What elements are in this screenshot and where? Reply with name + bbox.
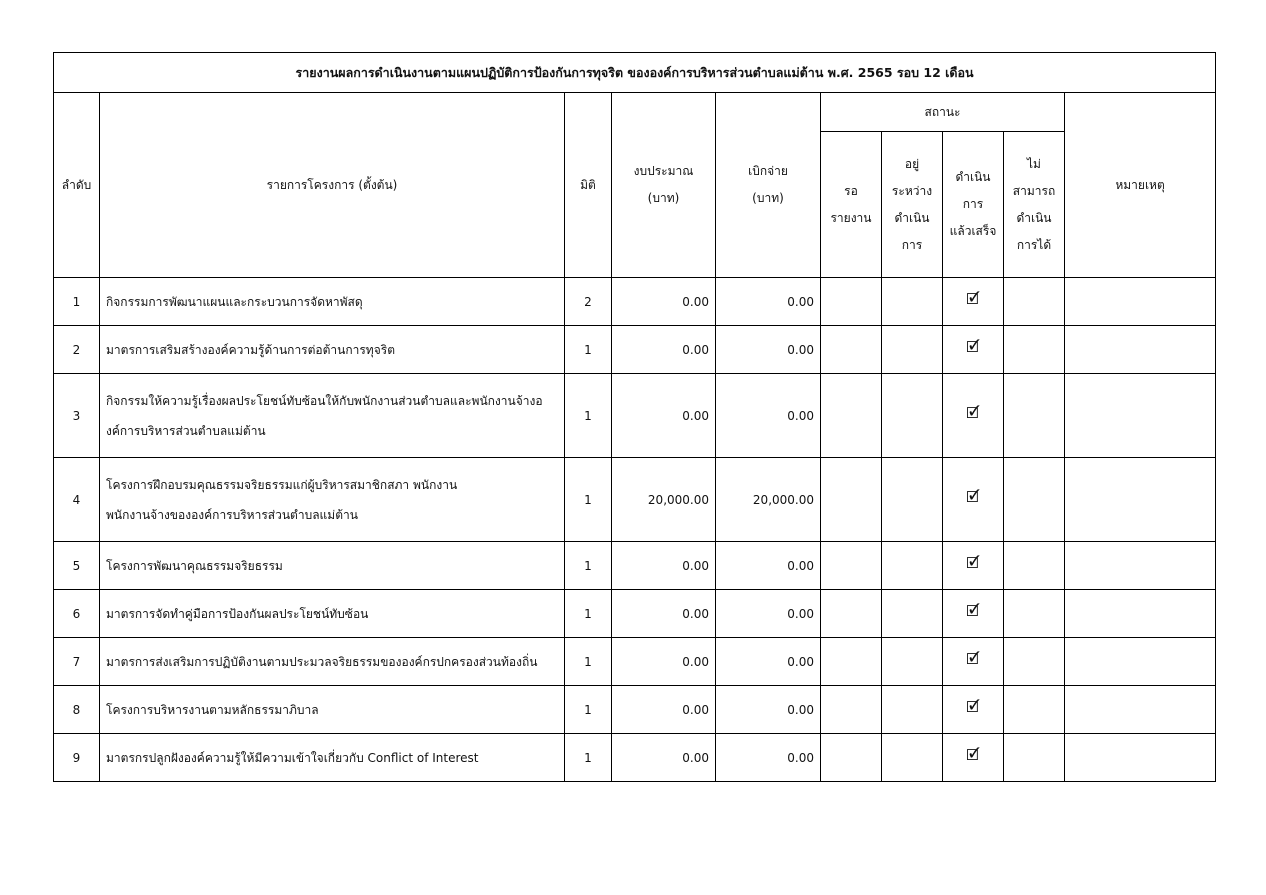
row-remark bbox=[1065, 278, 1216, 326]
check-square-icon: 🗹 bbox=[966, 698, 980, 716]
row-dimension: 1 bbox=[565, 542, 612, 590]
row-status-unable bbox=[1004, 278, 1065, 326]
row-project-line1: มาตรการเสริมสร้างองค์ความรู้ด้านการต่อต้านการทุจริต bbox=[106, 342, 395, 357]
row-spent: 0.00 bbox=[716, 686, 821, 734]
row-status-done bbox=[943, 638, 1004, 686]
header-status-unable-line3: ดำเนิน bbox=[1016, 210, 1052, 225]
row-dimension: 2 bbox=[565, 278, 612, 326]
row-status-inprogress bbox=[882, 326, 943, 374]
row-dimension: 1 bbox=[565, 734, 612, 782]
row-status-inprogress bbox=[882, 590, 943, 638]
row-dimension: 1 bbox=[565, 374, 612, 458]
header-status-inprogress-line1: อยู่ bbox=[904, 156, 920, 171]
row-status-waiting bbox=[821, 542, 882, 590]
header-status-done-line3: แล้วเสร็จ bbox=[949, 224, 997, 238]
row-budget: 0.00 bbox=[612, 686, 716, 734]
check-square-icon: 🗹 bbox=[966, 746, 980, 764]
row-no: 3 bbox=[54, 374, 100, 458]
row-project-line1: โครงการบริหารงานตามหลักธรรมาภิบาล bbox=[106, 702, 319, 717]
row-project-line1: โครงการฝึกอบรมคุณธรรมจริยธรรมแก่ผู้บริหารสมาชิกสภา พนักงาน bbox=[106, 477, 458, 492]
row-project-line1: โครงการพัฒนาคุณธรรมจริยธรรม bbox=[106, 558, 283, 573]
header-status-waiting bbox=[821, 132, 882, 278]
header-status-inprogress-line3: ดำเนิน bbox=[894, 210, 930, 225]
row-status-done bbox=[943, 458, 1004, 542]
table-body bbox=[54, 278, 1216, 782]
header-dimension: มิติ bbox=[565, 93, 612, 278]
row-project-line1: มาตรกรปลูกฝังองค์ความรู้ให้มีความเข้าใจเกี่ยวกับ Conflict of Interest bbox=[106, 750, 479, 765]
header-status-waiting-line1: รอ bbox=[844, 183, 858, 198]
row-project-line1: กิจกรรมการพัฒนาแผนและกระบวนการจัดหาพัสดุ bbox=[106, 294, 363, 309]
row-status-done bbox=[943, 542, 1004, 590]
row-remark bbox=[1065, 542, 1216, 590]
table-row bbox=[54, 326, 1216, 374]
header-status-unable-line1: ไม่ bbox=[1027, 156, 1041, 171]
row-project-line2: พนักงานจ้างขององค์การบริหารส่วนตำบลแม่ต้าน bbox=[106, 507, 358, 522]
row-remark bbox=[1065, 734, 1216, 782]
row-spent: 0.00 bbox=[716, 374, 821, 458]
table-row bbox=[54, 542, 1216, 590]
row-status-unable bbox=[1004, 542, 1065, 590]
row-spent: 0.00 bbox=[716, 734, 821, 782]
row-status-waiting bbox=[821, 638, 882, 686]
header-status-unable-line2: สามารถ bbox=[1012, 183, 1056, 198]
row-budget: 0.00 bbox=[612, 542, 716, 590]
row-budget: 0.00 bbox=[612, 278, 716, 326]
row-budget: 0.00 bbox=[612, 374, 716, 458]
row-spent: 0.00 bbox=[716, 590, 821, 638]
row-status-done bbox=[943, 374, 1004, 458]
row-project bbox=[100, 374, 565, 458]
row-remark bbox=[1065, 458, 1216, 542]
row-status-done bbox=[943, 590, 1004, 638]
row-spent: 0.00 bbox=[716, 326, 821, 374]
row-no: 9 bbox=[54, 734, 100, 782]
row-project-line1: มาตรการส่งเสริมการปฏิบัติงานตามประมวลจริยธรรมขององค์กรปกครองส่วนท้องถิ่น bbox=[106, 654, 538, 669]
row-spent: 0.00 bbox=[716, 278, 821, 326]
row-status-unable bbox=[1004, 326, 1065, 374]
row-dimension: 1 bbox=[565, 458, 612, 542]
header-status-unable-line4: การได้ bbox=[1016, 237, 1052, 252]
header-status-done-line1: ดำเนิน bbox=[955, 170, 991, 184]
row-project bbox=[100, 326, 565, 374]
row-status-waiting bbox=[821, 458, 882, 542]
row-no: 4 bbox=[54, 458, 100, 542]
report-table bbox=[53, 52, 1216, 782]
header-status-inprogress-line2: ระหว่าง bbox=[891, 183, 933, 198]
header-budget bbox=[612, 93, 716, 278]
row-status-inprogress bbox=[882, 686, 943, 734]
check-square-icon: 🗹 bbox=[966, 554, 980, 572]
row-no: 5 bbox=[54, 542, 100, 590]
row-status-waiting bbox=[821, 590, 882, 638]
row-project bbox=[100, 278, 565, 326]
row-project-line1: กิจกรรมให้ความรู้เรื่องผลประโยชน์ทับซ้อนให้กับพนักงานส่วนตำบลและพนักงานจ้างอ bbox=[106, 393, 543, 408]
row-status-inprogress bbox=[882, 278, 943, 326]
row-project-line1: มาตรการจัดทำคู่มือการป้องกันผลประโยชน์ทับซ้อน bbox=[106, 606, 369, 621]
row-budget: 0.00 bbox=[612, 734, 716, 782]
header-budget-line2: (บาท) bbox=[647, 191, 680, 205]
row-dimension: 1 bbox=[565, 590, 612, 638]
row-status-done bbox=[943, 326, 1004, 374]
row-project bbox=[100, 590, 565, 638]
row-no: 6 bbox=[54, 590, 100, 638]
row-status-unable bbox=[1004, 638, 1065, 686]
table-row bbox=[54, 638, 1216, 686]
check-square-icon: 🗹 bbox=[966, 602, 980, 620]
header-status-unable bbox=[1004, 132, 1065, 278]
check-square-icon: 🗹 bbox=[966, 338, 980, 356]
check-square-icon: 🗹 bbox=[966, 404, 980, 422]
row-status-inprogress bbox=[882, 374, 943, 458]
row-status-unable bbox=[1004, 686, 1065, 734]
row-project bbox=[100, 542, 565, 590]
row-status-waiting bbox=[821, 734, 882, 782]
row-status-unable bbox=[1004, 590, 1065, 638]
row-remark bbox=[1065, 638, 1216, 686]
table-row bbox=[54, 734, 1216, 782]
row-no: 7 bbox=[54, 638, 100, 686]
table-row bbox=[54, 374, 1216, 458]
report-title: รายงานผลการดำเนินงานตามแผนปฏิบัติการป้องกันการทุจริต ขององค์การบริหารส่วนตำบลแม่ต้าน พ.ศ. 2565 รอบ 12 เดือน bbox=[54, 53, 1216, 93]
header-budget-line1: งบประมาณ bbox=[633, 164, 694, 178]
check-square-icon: 🗹 bbox=[966, 650, 980, 668]
row-budget: 0.00 bbox=[612, 590, 716, 638]
header-spent bbox=[716, 93, 821, 278]
row-status-done bbox=[943, 734, 1004, 782]
row-status-inprogress bbox=[882, 542, 943, 590]
header-spent-line1: เบิกจ่าย bbox=[748, 164, 788, 178]
row-budget: 20,000.00 bbox=[612, 458, 716, 542]
header-status-inprogress-line4: การ bbox=[901, 237, 923, 252]
row-dimension: 1 bbox=[565, 638, 612, 686]
row-no: 8 bbox=[54, 686, 100, 734]
row-no: 2 bbox=[54, 326, 100, 374]
row-status-waiting bbox=[821, 326, 882, 374]
header-status: สถานะ bbox=[821, 93, 1065, 132]
row-spent: 0.00 bbox=[716, 638, 821, 686]
row-project bbox=[100, 734, 565, 782]
row-status-unable bbox=[1004, 374, 1065, 458]
header-status-inprogress bbox=[882, 132, 943, 278]
row-status-waiting bbox=[821, 686, 882, 734]
header-no: ลำดับ bbox=[54, 93, 100, 278]
row-spent: 0.00 bbox=[716, 542, 821, 590]
row-status-unable bbox=[1004, 458, 1065, 542]
check-square-icon: 🗹 bbox=[966, 488, 980, 506]
table-row bbox=[54, 686, 1216, 734]
header-status-done-line2: การ bbox=[962, 197, 984, 211]
header-project: รายการโครงการ (ตั้งต้น) bbox=[100, 93, 565, 278]
row-budget: 0.00 bbox=[612, 326, 716, 374]
row-project-line2: งค์การบริหารส่วนตำบลแม่ต้าน bbox=[106, 423, 266, 438]
table-row bbox=[54, 590, 1216, 638]
header-status-done bbox=[943, 132, 1004, 278]
row-status-done bbox=[943, 278, 1004, 326]
row-status-inprogress bbox=[882, 734, 943, 782]
header-remark: หมายเหตุ bbox=[1065, 93, 1216, 278]
row-status-done bbox=[943, 686, 1004, 734]
table-row bbox=[54, 458, 1216, 542]
row-dimension: 1 bbox=[565, 326, 612, 374]
row-budget: 0.00 bbox=[612, 638, 716, 686]
row-remark bbox=[1065, 686, 1216, 734]
row-no: 1 bbox=[54, 278, 100, 326]
row-status-waiting bbox=[821, 374, 882, 458]
header-spent-line2: (บาท) bbox=[752, 191, 784, 205]
row-remark bbox=[1065, 326, 1216, 374]
check-square-icon: 🗹 bbox=[966, 290, 980, 308]
row-remark bbox=[1065, 590, 1216, 638]
row-dimension: 1 bbox=[565, 686, 612, 734]
table-row bbox=[54, 278, 1216, 326]
row-project bbox=[100, 458, 565, 542]
row-status-inprogress bbox=[882, 638, 943, 686]
row-project bbox=[100, 686, 565, 734]
row-remark bbox=[1065, 374, 1216, 458]
row-status-waiting bbox=[821, 278, 882, 326]
row-status-inprogress bbox=[882, 458, 943, 542]
row-status-unable bbox=[1004, 734, 1065, 782]
row-spent: 20,000.00 bbox=[716, 458, 821, 542]
header-status-waiting-line2: รายงาน bbox=[830, 210, 872, 225]
row-project bbox=[100, 638, 565, 686]
